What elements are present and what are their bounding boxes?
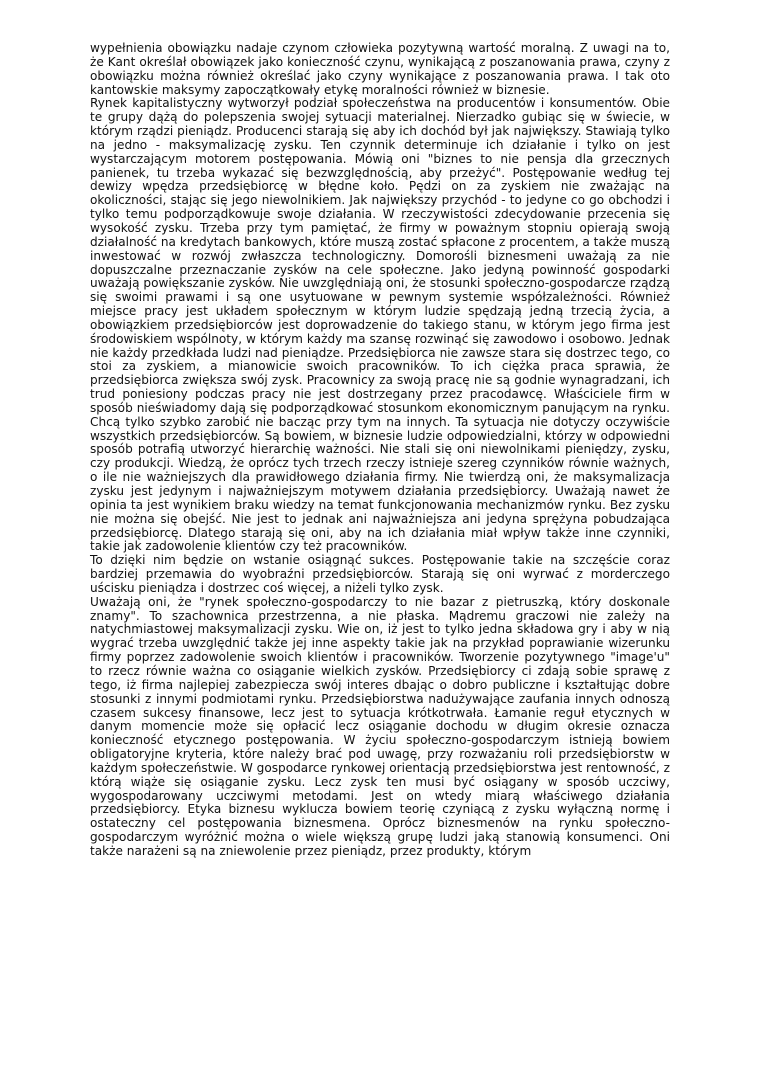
document-page [90,42,670,859]
paragraph-success: To dzięki nim będzie on wstanie osiągnąć sukces. Postępowanie takie na szczęście coraz bardziej przemawia do wyobraźni przedsiębiorców. Starają się oni wyrwać z morderczego uścisku pieniądza i dostrzec coś więcej, a niżeli tylko zysk. [90,553,670,595]
paragraph-capitalist-market: Rynek kapitalistyczny wytworzył podział społeczeństwa na producentów i konsumentów. Obie te grupy dążą do polepszenia swojej sytuacji materialnej. Nierzadko gubiąc się w świecie, w którym rządzi pieniądz. Producenci starają się aby ich dochód był jak największy. Stawiają tylko na jedno - maksymalizację zysku. Ten czynnik determinuje ich działanie i tylko on jest wystarczającym motorem postępowania. Mówią oni "biznes to nie pensja dla grzecznych panienek, tu trzeba wykazać się bezwzględnością, aby przeżyć". Postępowanie według tej dewizy wpędza przedsiębiorcę w błędne koło. Pędzi on za zyskiem nie zważając na okoliczności, stając się jego niewolnikiem. Jak największy przychód - to jedyne co go obchodzi i tylko temu podporządkowuje swoje działania. W rzeczywistości zdecydowanie przecenia się wysokość zysku. Trzeba przy tym pamiętać, że firmy w poważnym stopniu opierają swoją działalność na kredytach bankowych, które muszą zostać spłacone z procentem, a także muszą inwestować w rozwój zwłaszcza technologiczny. Domorośli biznesmeni uważają za nie dopuszczalne przeznaczanie zysków na cele społeczne. Jako jedyną powinność gospodarki uważają powiększanie zysków. Nie uwzględniają oni, że stosunki społeczno-gospodarcze rządzą się swoimi prawami i są one usytuowane w pewnym systemie współzależności. Również miejsce pracy jest układem społecznym w którym ludzie spędzają jedną trzecią życia, a obowiązkiem przedsiębiorców jest doprowadzenie do takiego stanu, w którym jego firma jest środowiskiem wspólnoty, w którym każdy ma szansę rozwinąć się zawodowo i osobowo. Jednak nie każdy przedkłada ludzi nad pieniądze. Przedsiębiorca nie zawsze stara się dostrzec tego, co stoi za zyskiem, a mianowicie swoich pracowników. To ich ciężka praca sprawia, że przedsiębiorca zwiększa swój zysk. Pracownicy za swoją pracę nie są godnie wynagradzani, ich trud poniesiony podczas pracy nie jest dostrzegany przez pracodawcę. Właściciele firm w sposób nieświadomy dają się podporządkować stosunkom ekonomicznym panującym na rynku. Chcą tylko szybko zarobić nie bacząc przy tym na innych. Ta sytuacja nie dotyczy oczywiście wszystkich przedsiębiorców. Są bowiem, w biznesie ludzie odpowiedzialni, którzy w odpowiedni sposób potrafią utworzyć hierarchię ważności. Nie stali się oni niewolnikami pieniędzy, zysku, czy produkcji. Wiedzą, że oprócz tych trzech rzeczy istnieje szereg czynników równie ważnych, o ile nie ważniejszych dla prawidłowego działania firmy. Nie twierdzą oni, że maksymalizacja zysku jest jedynym i najważniejszym motywem działania przedsiębiorcy. Uważają nawet że opinia ta jest wynikiem braku wiedzy na temat funkcjonowania mechanizmów rynku. Bez zysku nie można się obejść. Nie jest to jednak ani najważniejsza ani jedyna sprężyna pobudzająca przedsiębiorcę. Dlatego starają się oni, aby na ich działania miał wpływ także inne czynniki, takie jak zadowolenie klientów czy też pracowników. [90,96,670,554]
paragraph-kant-duty: wypełnienia obowiązku nadaje czynom człowieka pozytywną wartość moralną. Z uwagi na to, że Kant określał obowiązek jako konieczność czynu, wynikającą z poszanowania prawa, czyny z obowiązku można również określać jako czyny wynikające z poszanowania prawa. I tak oto kantowskie maksymy zapoczątkowały etykę moralności również w biznesie. [90,41,670,97]
paragraph-market-chessboard: Uważają oni, że "rynek społeczno-gospodarczy to nie bazar z pietruszką, który doskonale znamy". To szachownica przestrzenna, a nie płaska. Mądremu graczowi nie zależy na natychmiastowej maksymalizacji zysku. Wie on, iż jest to tylko jedna składowa gry i aby w nią wygrać trzeba uwzględnić także jej inne aspekty takie jak na przykład poprawianie wizerunku firmy poprzez zadowolenie swoich klientów i pracowników. Tworzenie pozytywnego "image'u" to rzecz równie ważna co osiąganie wielkich zysków. Przedsiębiorcy ci zdają sobie sprawę z tego, iż firma najlepiej zabezpiecza swój interes dbając o dobro publiczne i kształtując dobre stosunki z innymi podmiotami rynku. Przedsiębiorstwa nadużywające zaufania innych odnoszą czasem sukcesy finansowe, lecz jest to sytuacja krótkotrwała. Łamanie reguł etycznych w danym momencie może się opłacić lecz osiąganie dochodu w długim okresie oznacza konieczność etycznego postępowania. W życiu społeczno-gospodarczym istnieją bowiem obligatoryjne kryteria, które należy brać pod uwagę, przy rozważaniu roli przedsiębiorstw w każdym społeczeństwie. W gospodarce rynkowej orientacją przedsiębiorstwa jest rentowność, z którą wiąże się osiąganie zysku. Lecz zysk ten musi być osiągany w sposób uczciwy, wygospodarowany uczciwymi metodami. Jest on wtedy miarą właściwego działania przedsiębiorcy. Etyka biznesu wyklucza bowiem teorię czyniącą z zysku wyłączną normę i ostateczny cel postępowania biznesmena. Oprócz biznesmenów na rynku społeczno-gospodarczym wyróżnić można o wiele większą grupę ludzi jaką stanowią konsumenci. Oni także narażeni są na zniewolenie przez pieniądz, przez produkty, którym [90,594,670,858]
